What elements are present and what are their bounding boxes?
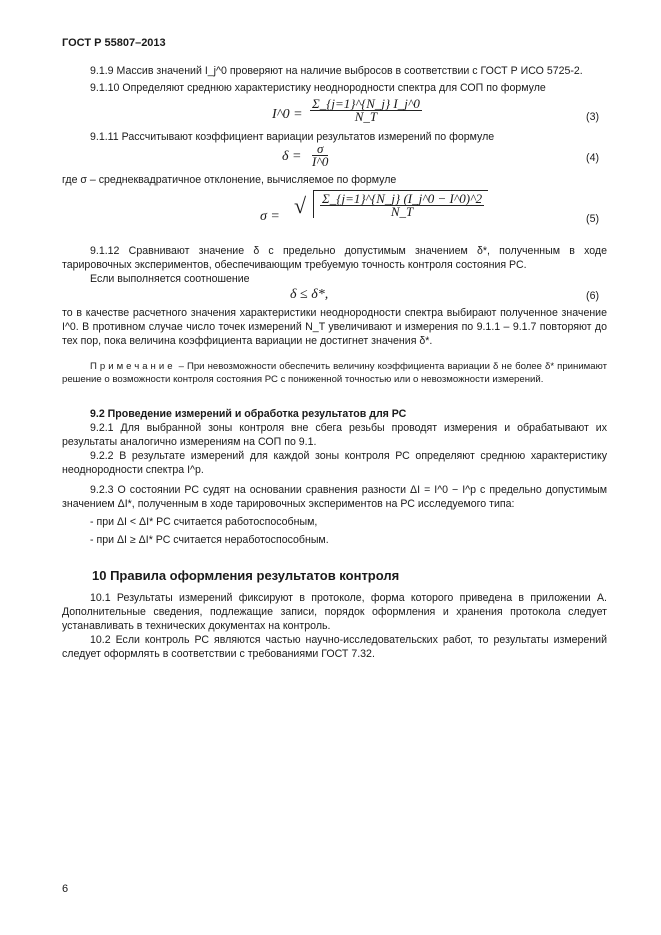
section-heading-9-2: 9.2 Проведение измерений и обработка результатов для РС bbox=[90, 408, 407, 420]
paragraph-9-1-11: 9.1.11 Рассчитывают коэффициент вариации результатов измерений по формуле bbox=[90, 131, 495, 143]
paragraph-9-1-9: 9.1.9 Массив значений I_j^0 проверяют на наличие выбросов в соответствии с ГОСТ Р ИСО 5725-2. bbox=[90, 65, 583, 77]
paragraph-9-1-10: 9.1.10 Определяют среднюю характеристику неоднородности спектра для СОП по формуле bbox=[90, 82, 546, 94]
section-heading-10: 10 Правила оформления результатов контроля bbox=[92, 568, 400, 583]
paragraph-10-1: 10.1 Результаты измерений фиксируют в протоколе, форма которого приведена в приложении А. Дополнительные сведения, подлежащие записи, порядок оформления и хранения протокола следует устанавливать в технических документах на контроль. bbox=[62, 592, 607, 632]
paragraph-10-2: 10.2 Если контроль РС являются частью научно-исследовательских работ, то результаты измерений следует оформлять в соответствии с требованиями ГОСТ 7.32. bbox=[62, 634, 607, 660]
paragraph-if: Если выполняется соотношение bbox=[90, 273, 250, 285]
paragraph-9-2-1: 9.2.1 Для выбранной зоны контроля вне сбега резьбы проводят измерения и обрабатывают их результаты аналогично измерениям на СОП по 9.1. bbox=[62, 422, 607, 448]
paragraph-where-sigma: где σ – среднеквадратичное отклонение, вычисляемое по формуле bbox=[62, 174, 397, 186]
paragraph-9-2-2: 9.2.2 В результате измерений для каждой зоны контроля РС определяют среднюю характеристику неоднородности спектра I^p. bbox=[62, 450, 607, 476]
note-label: Примечание bbox=[90, 361, 176, 372]
paragraph-9-1-12: 9.1.12 Сравнивают значение δ с предельно допустимым значением δ*, полученным в ходе тарировочных экспериментов, обеспечивающим требуемую точность контроля состояния РС. bbox=[62, 245, 607, 271]
section-9-2 bbox=[62, 407, 607, 477]
section-10-body bbox=[62, 591, 607, 661]
paragraph-then: то в качестве расчетного значения характеристики неоднородности спектра выбирают полученное значение I^0. В противном случае число точек измерений N_T увеличивают и измерения по 9.1.1 – 9.1.7 повторяют до тех пор, пока величина коэффициента вариации не достигнет значения δ*. bbox=[62, 307, 607, 347]
list-item-workable: - при ΔI < ΔI* РС считается работоспособным, bbox=[90, 516, 318, 528]
equation-4: δ = $\frac{\sigma}{I\^{}0}$ (4) bbox=[282, 141, 599, 169]
equation-3: I^0 = $\frac{\Sigma\_\{j=1\}\^{}\{N\_j\} I\_j\^{}0}{N\_T}$ (3) bbox=[272, 96, 599, 124]
running-header: ГОСТ Р 55807–2013 bbox=[62, 37, 166, 49]
note-block bbox=[62, 360, 607, 386]
equation-6: δ ≤ δ*, (6) bbox=[290, 287, 599, 302]
note-text: – При невозможности обеспечить величину коэффициента вариации δ не более δ* принимают решение о возможности контроля состояния РС с пониженной точностью или о невозможности измерений. bbox=[62, 361, 607, 385]
page-number: 6 bbox=[62, 883, 69, 895]
equation-5: σ = √ $\frac{\Sigma\_\{j=1\}\^{}\{N\_j\} (I\_j\^{}0 - I\^{}0)\^{}2}{N\_T}$ (5) bbox=[260, 191, 599, 225]
paragraph-9-2-3: 9.2.3 О состоянии РС судят на основании сравнения разности ΔI = I^0 − I^p с предельно допустимым значением ΔI*, полученным в ходе тарировочных экспериментов на РС исследуемого типа: - при ΔI < ΔI* РС считается работоспособным, - при ΔI ≥ ΔI* РС считается неработоспособным. bbox=[62, 484, 607, 546]
list-item-unworkable: - при ΔI ≥ ΔI* РС считается неработоспособным. bbox=[90, 534, 329, 546]
